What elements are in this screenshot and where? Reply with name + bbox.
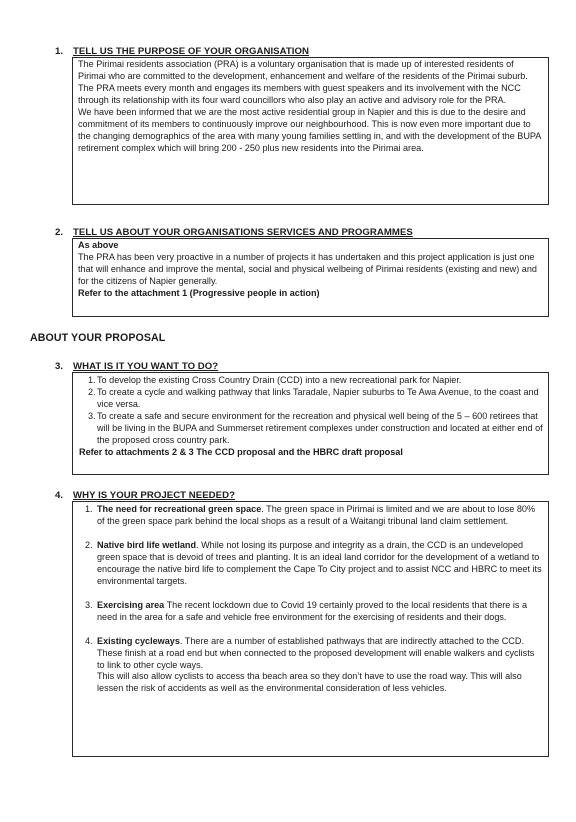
list-item [79,540,543,588]
question-title: TELL US THE PURPOSE OF YOUR ORGANISATION [73,46,310,57]
answer-paragraph: The Pirimai residents association (PRA) is a voluntary organisation that is made up of interested residents of Pirimai who are committed to the development, enhancement and welfare of the residents of the Pirimai suburb. The PRA meets every month and engages its members with guest speakers and its involvement with the NCC through its relationship with its four ward councillors who also play an active and advisory role for the PRA. [78,59,528,105]
question-3-answer-box [72,372,549,475]
question-title: TELL US ABOUT YOUR ORGANISATIONS SERVICES AND PROGRAMMES [73,227,413,238]
question-number: 2. [55,227,64,238]
attachment-reference: Refer to the attachment 1 (Progressive people in action) [78,287,320,298]
question-1-answer-box [72,57,549,205]
question-4-answer-box [72,501,549,757]
item-number: 3. [88,410,96,421]
item-text: . While not losing its purpose and integrity as a drain, the CCD is an undeveloped green space that is devoid of trees and planting. It is an ideal land corridor for the development of a wetland to encourage the native bird life to complement the Cape To City project and to assist NCC and HBRC to meet its environmental targets. [97,539,542,586]
item-number: 1. [85,504,93,514]
spacer [79,588,543,600]
item-text: The recent lockdown due to Covid 19 certainly proved to the local residents that there is a need in the area for a safe and vehicle free environment for the exercising of residents and their dogs. [97,599,528,622]
as-above-label: As above [78,240,119,250]
item-number: 4. [85,635,93,646]
item-text: To develop the existing Cross Country Drain (CCD) into a new recreational park for Napier. [97,375,462,385]
item-number: 3. [85,599,93,610]
list-item [79,411,543,447]
question-number: 1. [55,46,64,57]
item-text: . There are a number of established pathways that are indirectly attached to the CCD. These finish at a road end but when connected to the proposed development will enable walkers and cyclists to link to other cycle ways. [97,635,535,670]
spacer [79,624,543,636]
item-number: 1. [88,375,96,385]
spacer [79,528,543,540]
attachment-reference: Refer to attachments 2 & 3 The CCD proposal and the HBRC draft proposal [79,446,403,457]
item-heading: Existing cycleways [97,635,180,646]
list-item [79,375,543,387]
list-item [79,504,543,528]
reasons-list [79,504,543,695]
list-item [79,600,543,624]
item-heading: The need for recreational green space [97,504,262,514]
item-text: To create a cycle and walking pathway that links Taradale, Napier suburbs to Te Awa Avenue, to the coast and vice versa. [97,386,539,409]
list-item [79,636,543,696]
answer-paragraph: We have been informed that we are the most active residential group in Napier and this is due to the desire and commitment of its members to continuously improve our neighbourhood. This is now even more important due to the changing demographics of the area with many young families settling in, and with the development of the BUPA retirement complex which will bring 200 - 250 plus new residents into the Pirimai area. [78,106,541,153]
item-number: 2. [88,386,96,397]
question-title: WHAT IS IT YOU WANT TO DO? [73,361,219,372]
list-item [79,387,543,411]
item-number: 2. [85,539,93,550]
item-heading: Exercising area [97,599,165,610]
question-2-answer-box [72,238,549,317]
answer-paragraph: The PRA has been very proactive in a number of projects it has undertaken and this project application is just one that will enhance and improve the mental, social and physical welbeing of Pirimai residents (existing and new) and for the citizens of Napier generally. [78,251,537,286]
question-number: 3. [55,361,64,372]
item-heading: Native bird life wetland [97,539,197,550]
item-continuation: This will also allow cyclists to access tha beach area so they don’t have to use the road way. This will also lessen the risk of accidents as well as the environmental consideration of less vehicles. [97,671,522,694]
item-text: . The green space in Pirimai is limited and we are about to lose 80% of the green space park behind the local shops as a result of a Waitangi tribunal land claim settlement. [97,504,536,526]
goals-list [79,375,543,447]
question-number: 4. [55,490,64,501]
question-title: WHY IS YOUR PROJECT NEEDED? [73,490,235,501]
item-text: To create a safe and secure environment for the recreation and physical well being of the 5 – 600 retirees that will be living in the BUPA and Summerset retirement complexes under construction and located at either end of the proposed cross country park. [97,410,543,445]
section-heading: ABOUT YOUR PROPOSAL [30,332,166,344]
